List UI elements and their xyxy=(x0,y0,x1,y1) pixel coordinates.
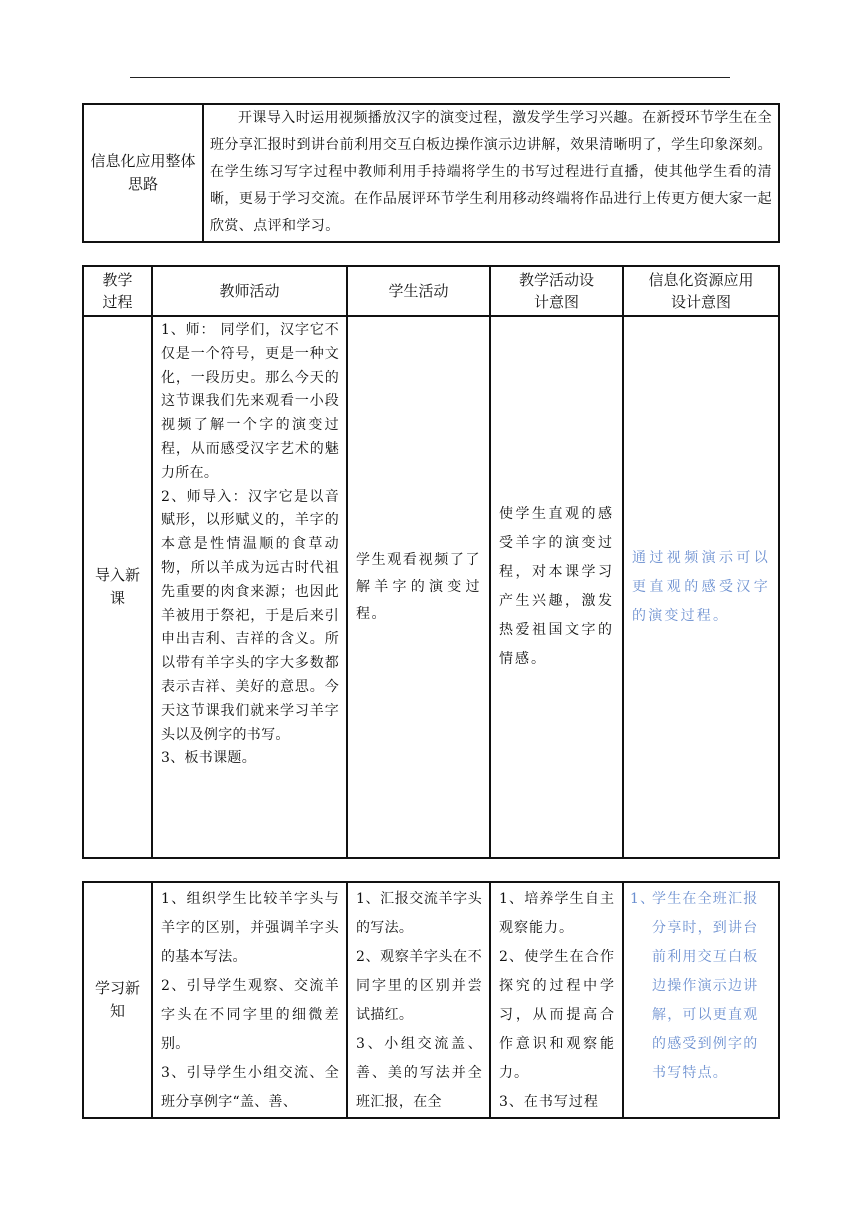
intro-teacher-item: 2、师导入：汉字它是以音赋形，以形赋义的，羊字的本意是性情温顺的食草动物，所以羊成为远古时代祖先重要的肉食来源；也因此羊被用于祭祀，于是后来引申出吉利、吉祥的含义。所以带有羊字头的字大多数都表示吉祥、美好的意思。今天这节课我们就来学习羊字头以及例字的书写。 xyxy=(161,488,339,743)
stage-new-knowledge: 学习新知 xyxy=(83,882,152,1118)
overview-text: 开课导入时运用视频播放汉字的演变过程，激发学生学习兴趣。在新授环节学生在全班分享汇报时到讲台前利用交互白板边操作演示边讲解，效果清晰明了，学生印象深刻。在学生练习写字过程中教师利用手持端将学生的书写过程进行直播，使其他学生看的清晰，更易于学习交流。在作品展评环节学生利用移动终端将作品进行上传更方便大家一起欣赏、点评和学习。 xyxy=(203,104,779,242)
header-stage: 教学过程 xyxy=(83,266,152,316)
nk-student-activity xyxy=(347,882,490,1118)
process-table-new-knowledge xyxy=(82,881,780,1119)
nk-student-item: 1、汇报交流羊字头的写法。 xyxy=(356,891,482,936)
nk-teacher-item: 3、引导学生小组交流、全班分享例字“盖、善、 xyxy=(161,1065,339,1110)
nk-teacher-item: 1、组织学生比较羊字头与羊字的区别，并强调羊字头的基本写法。 xyxy=(161,891,339,965)
table-header-row xyxy=(83,266,779,316)
nk-design-item: 1、培养学生自主观察能力。 xyxy=(499,891,615,936)
intro-teacher-item: 1、师： 同学们，汉字它不仅是一个符号，更是一种文化，一段历史。那么今天的这节课我们先来观看一小段视频了解一个字的演变过程，从而感受汉字艺术的魅力所在。 xyxy=(161,322,339,481)
header-student: 学生活动 xyxy=(347,266,490,316)
intro-teacher-item: 3、板书课题。 xyxy=(161,750,257,767)
table-row xyxy=(83,316,779,858)
header-design: 教学活动设计意图 xyxy=(490,266,623,316)
table-row xyxy=(83,882,779,1118)
nk-student-item: 2、观察羊字头在不同字里的区别并尝试描红。 xyxy=(356,949,482,1023)
overview-label: 信息化应用整体思路 xyxy=(83,104,203,242)
intro-info-intent xyxy=(623,316,779,858)
nk-design-item: 2、使学生在合作探究的过程中学习，从而提高合作意识和观察能力。 xyxy=(499,949,615,1081)
nk-design-intent xyxy=(490,882,623,1118)
nk-info-intent xyxy=(623,882,779,1118)
intro-design-text: 使学生直观的感受羊字的演变过程，对本课学习产生兴趣，激发热爱祖国文字的情感。 xyxy=(499,506,614,667)
overview-table xyxy=(82,103,780,243)
nk-info-text: 学生在全班汇报分享时，到讲台前利用交互白板边操作演示边讲解，可以更直观的感受到例字的书写特点。 xyxy=(652,891,759,1081)
intro-design-intent xyxy=(490,316,623,858)
nk-info-number: 1、 xyxy=(630,891,656,907)
intro-student-activity xyxy=(347,316,490,858)
header-rule xyxy=(130,77,730,78)
process-table-intro xyxy=(82,265,780,859)
intro-student-text: 学生观看视频了了解羊字的演变过程。 xyxy=(356,551,481,622)
nk-design-item: 3、在书写过程 xyxy=(499,1094,599,1110)
intro-teacher-activity xyxy=(152,316,347,858)
nk-teacher-activity xyxy=(152,882,347,1118)
nk-student-item: 3、小组交流盖、善、美的写法并全班汇报，在全 xyxy=(356,1036,482,1110)
intro-info-text: 通过视频演示可以更直观的感受汉字的演变过程。 xyxy=(632,549,770,624)
header-info: 信息化资源应用设计意图 xyxy=(623,266,779,316)
stage-intro: 导入新课 xyxy=(83,316,152,858)
header-teacher: 教师活动 xyxy=(152,266,347,316)
nk-teacher-item: 2、引导学生观察、交流羊字头在不同字里的细微差别。 xyxy=(161,978,339,1052)
